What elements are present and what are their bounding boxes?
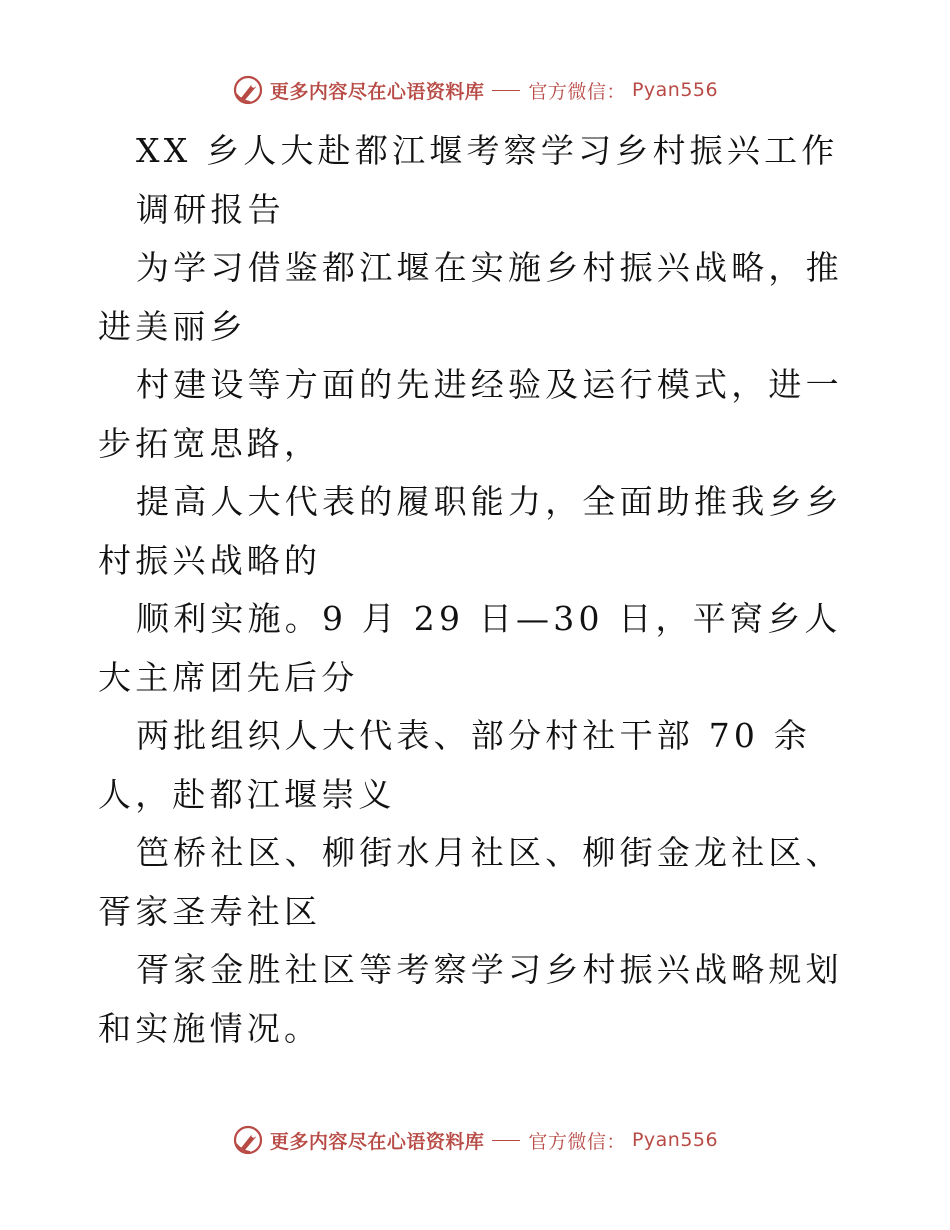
document-subtitle: 调研报告 (136, 189, 285, 229)
paragraph-5: 两批组织人大代表、部分村社干部 70 余人，赴都江堰崇义 (98, 716, 811, 814)
paragraph-6: 笆桥社区、柳街水月社区、柳街金龙社区、胥家圣寿社区 (98, 833, 843, 931)
watermark-banner (232, 74, 718, 106)
page-footer-watermark (0, 1122, 950, 1158)
watermark-dash (492, 90, 520, 91)
watermark-wechat-label: 官方微信： (528, 1130, 626, 1153)
watermark-wechat-id: Pyan556 (631, 79, 719, 101)
watermark-brand-text: 更多内容尽在心语资料库 (269, 1130, 485, 1153)
watermark-wechat-label: 官方微信： (528, 80, 626, 103)
paragraph-2: 村建设等方面的先进经验及运行模式，进一步拓宽思路， (98, 365, 843, 463)
watermark-banner-footer (232, 1124, 718, 1156)
document-body (98, 122, 858, 1058)
paragraph-1: 为学习借鉴都江堰在实施乡村振兴战略，推进美丽乡 (98, 248, 843, 346)
paragraph-3: 提高人大代表的履职能力，全面助推我乡乡村振兴战略的 (98, 482, 843, 580)
pen-nib-logo-icon (232, 74, 264, 106)
page-header-watermark (0, 72, 950, 108)
watermark-brand-text: 更多内容尽在心语资料库 (269, 80, 485, 103)
watermark-wechat-id: Pyan556 (631, 1129, 719, 1151)
document-title: XX 乡人大赴都江堰考察学习乡村振兴工作 (136, 131, 839, 170)
paragraph-4: 顺利实施。9 月 29 日—30 日，平窝乡人大主席团先后分 (98, 599, 842, 697)
pen-nib-logo-icon (232, 1124, 264, 1156)
paragraph-7: 胥家金胜社区等考察学习乡村振兴战略规划和实施情况。 (98, 950, 843, 1048)
watermark-dash (492, 1140, 520, 1141)
